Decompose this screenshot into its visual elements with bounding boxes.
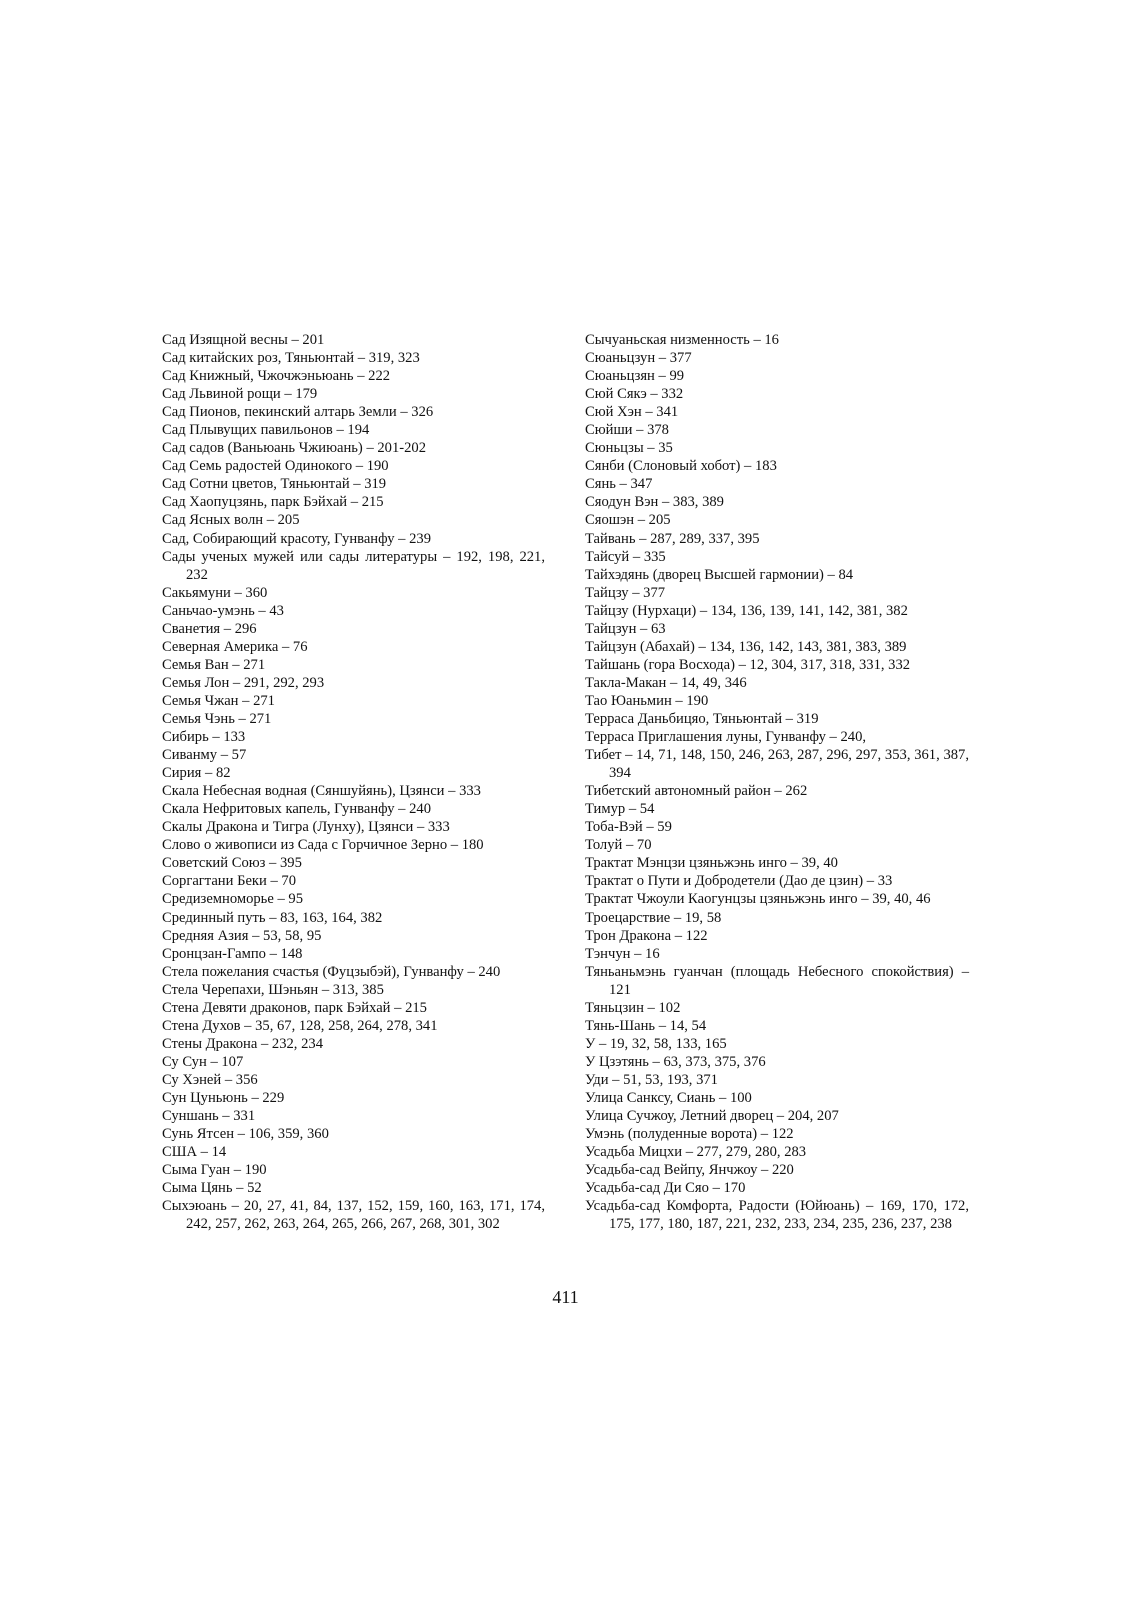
index-entry: Сад Львиной рощи – 179 bbox=[162, 386, 318, 403]
index-entry: Средиземноморье – 95 bbox=[162, 891, 304, 908]
index-entry: Тайсуй – 335 bbox=[585, 548, 666, 565]
index-entry: Суншань – 331 bbox=[162, 1108, 256, 1125]
index-entry: Усадьба-сад Комфорта, Радости (Юйюань) – 169, 170, 172, 175, 177, 180, 187, 221, 232, 233, 234, 235, 236, 237, 238 bbox=[585, 1198, 969, 1233]
index-entry: Сыма Гуан – 190 bbox=[162, 1162, 267, 1179]
index-entry: Сронцзан-Гампо – 148 bbox=[162, 945, 303, 962]
index-entry: Усадьба-сад Ди Сяо – 170 bbox=[585, 1180, 746, 1197]
index-entry: Сад Книжный, Чжочжэньюань – 222 bbox=[162, 368, 391, 385]
index-entry: Тимур – 54 bbox=[585, 801, 655, 818]
index-entry: Сянби (Слоновый хобот) – 183 bbox=[585, 458, 777, 475]
index-entry: Умэнь (полуденные ворота) – 122 bbox=[585, 1126, 794, 1143]
index-entry: Срединный путь – 83, 163, 164, 382 bbox=[162, 909, 383, 926]
index-entry: Тайцзун – 63 bbox=[585, 620, 666, 637]
index-entry: Трактат Мэнцзи цзяньжэнь инго – 39, 40 bbox=[585, 855, 838, 872]
index-entry: Скала Небесная водная (Сяншуйянь), Цзянси – 333 bbox=[162, 783, 481, 800]
index-entry: Сяодун Вэн – 383, 389 bbox=[585, 494, 724, 511]
index-entry: США – 14 bbox=[162, 1144, 227, 1161]
index-entry: Семья Чэнь – 271 bbox=[162, 710, 272, 727]
index-entry: Тайцзу (Нурхаци) – 134, 136, 139, 141, 142, 381, 382 bbox=[585, 602, 908, 619]
page-number: 411 bbox=[552, 1287, 579, 1307]
index-entry: Стена Духов – 35, 67, 128, 258, 264, 278, 341 bbox=[162, 1017, 438, 1034]
index-entry: Тайцзу – 377 bbox=[585, 584, 666, 601]
index-entry: Тибетский автономный район – 262 bbox=[585, 783, 808, 800]
index-entry: Советский Союз – 395 bbox=[162, 855, 302, 872]
index-entry: Средняя Азия – 53, 58, 95 bbox=[162, 927, 322, 944]
index-entry: Сун Цуньюнь – 229 bbox=[162, 1089, 285, 1106]
index-entry: Северная Америка – 76 bbox=[162, 638, 308, 655]
index-entry: Стела Черепахи, Шэньян – 313, 385 bbox=[162, 981, 384, 998]
index-entry: Трон Дракона – 122 bbox=[585, 927, 708, 944]
index-entry: Сад садов (Ваньюань Чжиюань) – 201-202 bbox=[162, 440, 427, 457]
index-entry: Трактат Чжоули Каогунцзы цзяньжэнь инго – 39, 40, 46 bbox=[585, 891, 931, 908]
index-entry: Тэнчун – 16 bbox=[585, 945, 660, 962]
index-column-left bbox=[162, 331, 545, 1233]
index-entry: Сянь – 347 bbox=[585, 476, 653, 493]
index-entry: Сибирь – 133 bbox=[162, 729, 246, 746]
index-entry: Су Сун – 107 bbox=[162, 1053, 244, 1070]
index-entry: У Цзэтянь – 63, 373, 375, 376 bbox=[585, 1053, 766, 1070]
index-entry: Сиванму – 57 bbox=[162, 747, 247, 764]
index-entry: Сирия – 82 bbox=[162, 765, 231, 782]
index-entry: Сяошэн – 205 bbox=[585, 512, 671, 529]
index-entry: Сад Хаопуцзянь, парк Бэйхай – 215 bbox=[162, 494, 384, 511]
index-entry: Тяньцзин – 102 bbox=[585, 999, 681, 1016]
index-entry: Стела пожелания счастья (Фуцзыбэй), Гунванфу – 240 bbox=[162, 963, 501, 980]
index-entry: Сюйши – 378 bbox=[585, 422, 669, 439]
index-entry: Соргагтани Беки – 70 bbox=[162, 873, 297, 890]
index-column-right bbox=[585, 331, 969, 1233]
index-entry: Семья Чжан – 271 bbox=[162, 692, 275, 709]
index-entry: Семья Лон – 291, 292, 293 bbox=[162, 674, 325, 691]
index-entry: Слово о живописи из Сада с Горчичное Зерно – 180 bbox=[162, 837, 484, 854]
index-entry: Тоба-Вэй – 59 bbox=[585, 819, 672, 836]
index-entry: Терраса Даньбицяо, Тяньюнтай – 319 bbox=[585, 710, 819, 727]
index-entry: Сванетия – 296 bbox=[162, 620, 257, 637]
index-entry: Тянь-Шань – 14, 54 bbox=[585, 1017, 707, 1034]
index-entry: Стена Девяти драконов, парк Бэйхай – 215 bbox=[162, 999, 427, 1016]
index-entry: Улица Санксу, Сиань – 100 bbox=[585, 1089, 752, 1106]
index-entry: У – 19, 32, 58, 133, 165 bbox=[585, 1035, 727, 1052]
index-entry: Сады ученых мужей или сады литературы – 192, 198, 221, 232 bbox=[162, 548, 545, 583]
index-entry: Тайшань (гора Восхода) – 12, 304, 317, 318, 331, 332 bbox=[585, 656, 911, 673]
index-entry: Сычуаньская низменность – 16 bbox=[585, 332, 779, 348]
index-entry: Сыхэюань – 20, 27, 41, 84, 137, 152, 159, 160, 163, 171, 174, 242, 257, 262, 263, 264, 265, 266, 267, 268, 301, 302 bbox=[162, 1198, 545, 1233]
index-entry: Семья Ван – 271 bbox=[162, 656, 266, 673]
index-entry: Сюй Хэн – 341 bbox=[585, 404, 679, 421]
index-entry: Сад Ясных волн – 205 bbox=[162, 512, 300, 529]
index-entry: Трактат о Пути и Добродетели (Дао де цзин) – 33 bbox=[585, 873, 893, 890]
index-entry: Тяньаньмэнь гуанчан (площадь Небесного спокойствия) – 121 bbox=[585, 963, 969, 998]
index-entry: Скалы Дракона и Тигра (Лунху), Цзянси – 333 bbox=[162, 819, 450, 836]
index-entry: Такла-Макан – 14, 49, 346 bbox=[585, 674, 747, 691]
index-entry: Тайвань – 287, 289, 337, 395 bbox=[585, 530, 760, 547]
index-entry: Троецарствие – 19, 58 bbox=[585, 909, 722, 926]
index-entry: Сакьямуни – 360 bbox=[162, 584, 268, 601]
index-entry: Сюаньцзун – 377 bbox=[585, 350, 692, 367]
index-entry: Сад Семь радостей Одинокого – 190 bbox=[162, 458, 389, 475]
index-entry: Сад Пионов, пекинский алтарь Земли – 326 bbox=[162, 404, 434, 421]
index-entry: Усадьба-сад Вейпу, Янчжоу – 220 bbox=[585, 1162, 794, 1179]
index-entry: Тао Юаньмин – 190 bbox=[585, 692, 709, 709]
index-entry: Скала Нефритовых капель, Гунванфу – 240 bbox=[162, 801, 432, 818]
index-entry: Улица Сучжоу, Летний дворец – 204, 207 bbox=[585, 1108, 839, 1125]
index-entry: Сад Изящной весны – 201 bbox=[162, 332, 325, 348]
index-entry: Тибет – 14, 71, 148, 150, 246, 263, 287, 296, 297, 353, 361, 387, 394 bbox=[585, 747, 969, 782]
index-entry: Сад Плывущих павильонов – 194 bbox=[162, 422, 370, 439]
index-entry: Сад, Собирающий красоту, Гунванфу – 239 bbox=[162, 530, 431, 547]
index-entry: Сунь Ятсен – 106, 359, 360 bbox=[162, 1126, 329, 1143]
index-entry: Су Хэней – 356 bbox=[162, 1071, 258, 1088]
index-entry: Усадьба Мицхи – 277, 279, 280, 283 bbox=[585, 1144, 807, 1161]
index-entry: Толуй – 70 bbox=[585, 837, 652, 854]
index-entry: Тайцзун (Абахай) – 134, 136, 142, 143, 381, 383, 389 bbox=[585, 638, 907, 655]
index-entry: Стены Дракона – 232, 234 bbox=[162, 1035, 323, 1052]
index-entry: Сад китайских роз, Тяньюнтай – 319, 323 bbox=[162, 350, 420, 367]
index-entry: Терраса Приглашения луны, Гунванфу – 240, bbox=[585, 729, 867, 746]
index-entry: Уди – 51, 53, 193, 371 bbox=[585, 1071, 718, 1088]
index-entry: Сыма Цянь – 52 bbox=[162, 1180, 262, 1197]
index-entry: Сюаньцзян – 99 bbox=[585, 368, 685, 385]
index-entry: Сюньцзы – 35 bbox=[585, 440, 673, 457]
index-entry: Тайхэдянь (дворец Высшей гармонии) – 84 bbox=[585, 566, 854, 583]
index-entry: Сюй Сякэ – 332 bbox=[585, 386, 684, 403]
index-entry: Сад Сотни цветов, Тяньюнтай – 319 bbox=[162, 476, 387, 493]
index-entry: Саньчао-умэнь – 43 bbox=[162, 602, 284, 619]
